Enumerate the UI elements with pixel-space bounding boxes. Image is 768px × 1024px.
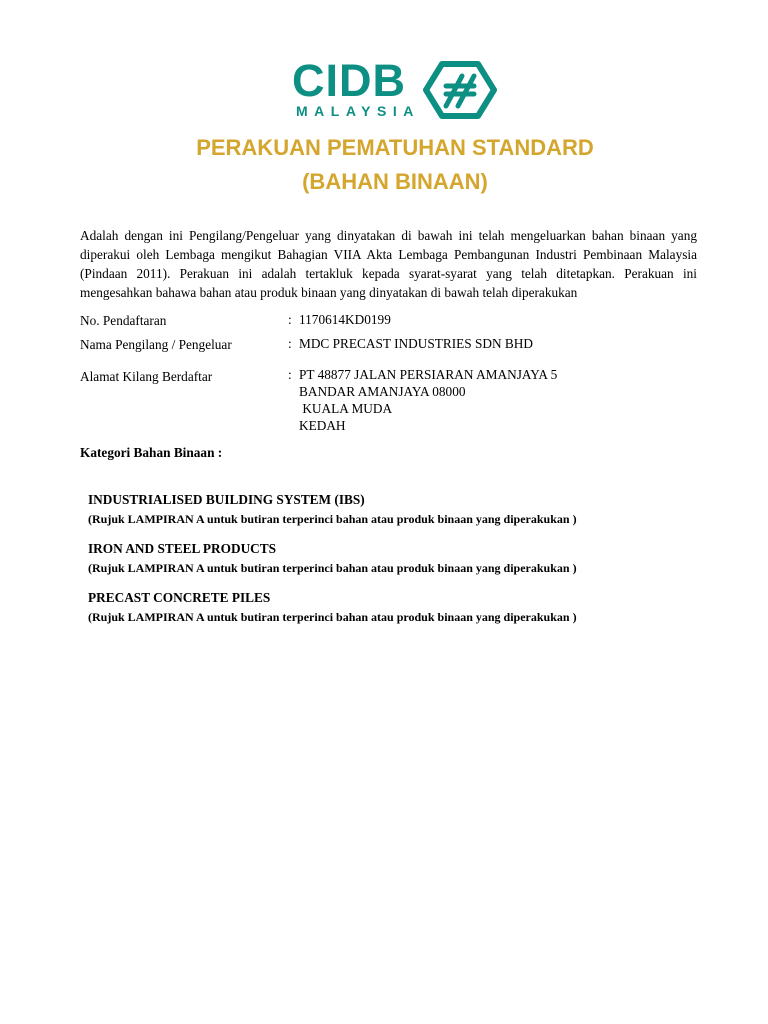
intro-paragraph: Adalah dengan ini Pengilang/Pengeluar yang dinyatakan di bawah ini telah mengeluarkan bahan binaan yang diperakui oleh Lembaga mengikut Bahagian VIIA Akta Lembaga Pembangunan Industri Pembinaan Malaysia (Pindaan 2011). Perakuan ini adalah tertakluk kepada syarat-syarat yang telah ditetapkan. Perakuan ini mengesahkan bahawa bahan atau produk binaan yang dinyatakan di bawah telah diperakukan [80,228,697,300]
manufacturer-colon: : [288,336,292,351]
category-reference: (Rujuk LAMPIRAN A untuk butiran terperinci bahan atau produk binaan yang diperakukan ) [88,610,577,624]
address-line: KEDAH [299,418,346,433]
cidb-logo [292,55,502,124]
category-reference: (Rujuk LAMPIRAN A untuk butiran terperinci bahan atau produk binaan yang diperakukan ) [88,512,577,526]
document-subtitle: (BAHAN BINAAN) [302,169,488,194]
category-reference: (Rujuk LAMPIRAN A untuk butiran terperinci bahan atau produk binaan yang diperakukan ) [88,561,577,575]
category-name: IRON AND STEEL PRODUCTS [88,541,277,556]
address-label: Alamat Kilang Berdaftar [80,369,213,384]
cidb-hexagon-icon [422,60,498,120]
category-name: PRECAST CONCRETE PILES [88,590,271,605]
address-line: PT 48877 JALAN PERSIARAN AMANJAYA 5 [299,367,558,382]
registration-value: 1170614KD0199 [299,312,391,327]
registration-colon: : [288,312,292,327]
logo-name: CIDB [292,55,406,106]
logo-country: MALAYSIA [296,103,420,119]
manufacturer-value: MDC PRECAST INDUSTRIES SDN BHD [299,336,533,351]
address-colon: : [288,367,292,382]
manufacturer-label: Nama Pengilang / Pengeluar [80,337,232,352]
category-name: INDUSTRIALISED BUILDING SYSTEM (IBS) [88,492,365,507]
document-title: PERAKUAN PEMATUHAN STANDARD [196,135,594,160]
registration-label: No. Pendaftaran [80,313,167,328]
address-line: KUALA MUDA [299,401,393,416]
category-heading: Kategori Bahan Binaan : [80,445,223,460]
address-line: BANDAR AMANJAYA 08000 [299,384,466,399]
